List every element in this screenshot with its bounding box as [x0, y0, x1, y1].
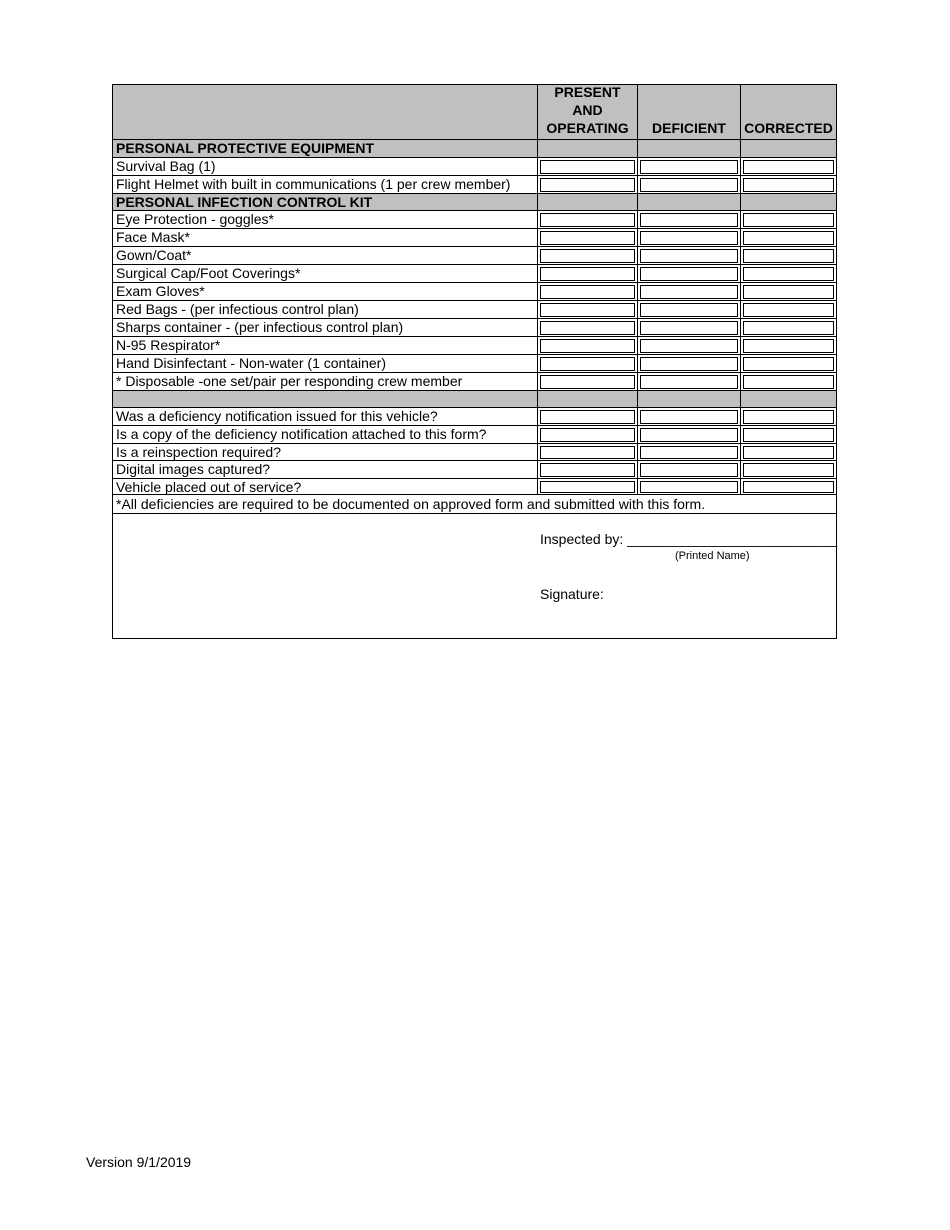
header-present-operating: PRESENT AND OPERATING — [538, 85, 638, 139]
corrected-checkbox[interactable] — [743, 160, 834, 174]
table-row — [113, 211, 836, 229]
present-checkbox[interactable] — [540, 410, 635, 424]
header-deficient: DEFICIENT — [638, 85, 741, 139]
corrected-checkbox[interactable] — [743, 463, 834, 477]
table-row — [113, 176, 836, 194]
deficiency-note: *All deficiencies are required to be documented on approved form and submitted with this form. — [113, 495, 836, 514]
corrected-checkbox[interactable] — [743, 285, 834, 299]
signature-field[interactable]: Signature: — [540, 586, 604, 602]
corrected-checkbox[interactable] — [743, 303, 834, 317]
corrected-checkbox[interactable] — [743, 410, 834, 424]
present-checkbox[interactable] — [540, 303, 635, 317]
item-label: Exam Gloves* — [113, 283, 538, 300]
corrected-checkbox[interactable] — [743, 178, 834, 192]
item-label: Survival Bag (1) — [113, 158, 538, 175]
section-pick-row — [113, 194, 836, 211]
table-row — [113, 229, 836, 247]
table-row — [113, 319, 836, 337]
deficient-checkbox[interactable] — [640, 463, 738, 477]
question-row — [113, 461, 836, 479]
item-label: Flight Helmet with built in communications (1 per crew member) — [113, 176, 538, 193]
deficient-checkbox[interactable] — [640, 303, 738, 317]
deficient-checkbox[interactable] — [640, 213, 738, 227]
section-title: PERSONAL INFECTION CONTROL KIT — [113, 194, 538, 210]
table-row — [113, 337, 836, 355]
corrected-checkbox[interactable] — [743, 267, 834, 281]
question-label: Is a copy of the deficiency notification attached to this form? — [113, 426, 538, 443]
present-checkbox[interactable] — [540, 428, 635, 442]
item-label: Hand Disinfectant - Non-water (1 container) — [113, 355, 538, 372]
corrected-checkbox[interactable] — [743, 428, 834, 442]
question-row — [113, 444, 836, 461]
present-checkbox[interactable] — [540, 339, 635, 353]
present-checkbox[interactable] — [540, 160, 635, 174]
deficient-checkbox[interactable] — [640, 375, 738, 389]
corrected-checkbox[interactable] — [743, 375, 834, 389]
header-row — [113, 85, 836, 140]
corrected-checkbox[interactable] — [743, 357, 834, 371]
present-checkbox[interactable] — [540, 481, 635, 493]
present-checkbox[interactable] — [540, 463, 635, 477]
corrected-checkbox[interactable] — [743, 481, 834, 493]
corrected-checkbox[interactable] — [743, 231, 834, 245]
present-checkbox[interactable] — [540, 321, 635, 335]
item-label: N-95 Respirator* — [113, 337, 538, 354]
deficient-checkbox[interactable] — [640, 446, 738, 459]
deficient-checkbox[interactable] — [640, 428, 738, 442]
present-checkbox[interactable] — [540, 213, 635, 227]
present-checkbox[interactable] — [540, 267, 635, 281]
table-row — [113, 158, 836, 176]
separator-row — [113, 391, 836, 408]
table-row — [113, 373, 836, 391]
present-checkbox[interactable] — [540, 231, 635, 245]
corrected-checkbox[interactable] — [743, 213, 834, 227]
inspection-form — [112, 84, 837, 639]
question-row — [113, 408, 836, 426]
deficient-checkbox[interactable] — [640, 481, 738, 493]
question-label: Is a reinspection required? — [113, 444, 538, 460]
question-label: Was a deficiency notification issued for this vehicle? — [113, 408, 538, 425]
deficient-checkbox[interactable] — [640, 231, 738, 245]
question-label: Digital images captured? — [113, 461, 538, 478]
corrected-checkbox[interactable] — [743, 321, 834, 335]
present-checkbox[interactable] — [540, 357, 635, 371]
item-label: * Disposable -one set/pair per responding crew member — [113, 373, 538, 390]
table-row — [113, 283, 836, 301]
section-title: PERSONAL PROTECTIVE EQUIPMENT — [113, 140, 538, 157]
present-checkbox[interactable] — [540, 178, 635, 192]
deficient-checkbox[interactable] — [640, 249, 738, 263]
present-checkbox[interactable] — [540, 249, 635, 263]
deficient-checkbox[interactable] — [640, 267, 738, 281]
deficient-checkbox[interactable] — [640, 339, 738, 353]
question-row — [113, 479, 836, 495]
deficient-checkbox[interactable] — [640, 178, 738, 192]
present-checkbox[interactable] — [540, 285, 635, 299]
header-corrected: CORRECTED — [744, 120, 833, 136]
question-row — [113, 426, 836, 444]
item-label: Sharps container - (per infectious control plan) — [113, 319, 538, 336]
printed-name-caption: (Printed Name) — [675, 550, 750, 562]
present-checkbox[interactable] — [540, 446, 635, 459]
deficient-checkbox[interactable] — [640, 357, 738, 371]
deficient-checkbox[interactable] — [640, 285, 738, 299]
item-label: Surgical Cap/Foot Coverings* — [113, 265, 538, 282]
present-checkbox[interactable] — [540, 375, 635, 389]
deficient-checkbox[interactable] — [640, 321, 738, 335]
question-label: Vehicle placed out of service? — [113, 479, 538, 494]
deficient-checkbox[interactable] — [640, 160, 738, 174]
corrected-checkbox[interactable] — [743, 446, 834, 459]
item-label: Red Bags - (per infectious control plan) — [113, 301, 538, 318]
version-label: Version 9/1/2019 — [86, 1154, 192, 1170]
table-row — [113, 355, 836, 373]
item-label: Eye Protection - goggles* — [113, 211, 538, 228]
table-row — [113, 301, 836, 319]
item-label: Gown/Coat* — [113, 247, 538, 264]
table-row — [113, 247, 836, 265]
inspected-by-field[interactable]: Inspected by: ___________________________ — [540, 531, 838, 547]
header-blank-cell — [113, 85, 538, 139]
item-label: Face Mask* — [113, 229, 538, 246]
section-ppe-row — [113, 140, 836, 158]
table-row — [113, 265, 836, 283]
corrected-checkbox[interactable] — [743, 339, 834, 353]
deficient-checkbox[interactable] — [640, 410, 738, 424]
corrected-checkbox[interactable] — [743, 249, 834, 263]
